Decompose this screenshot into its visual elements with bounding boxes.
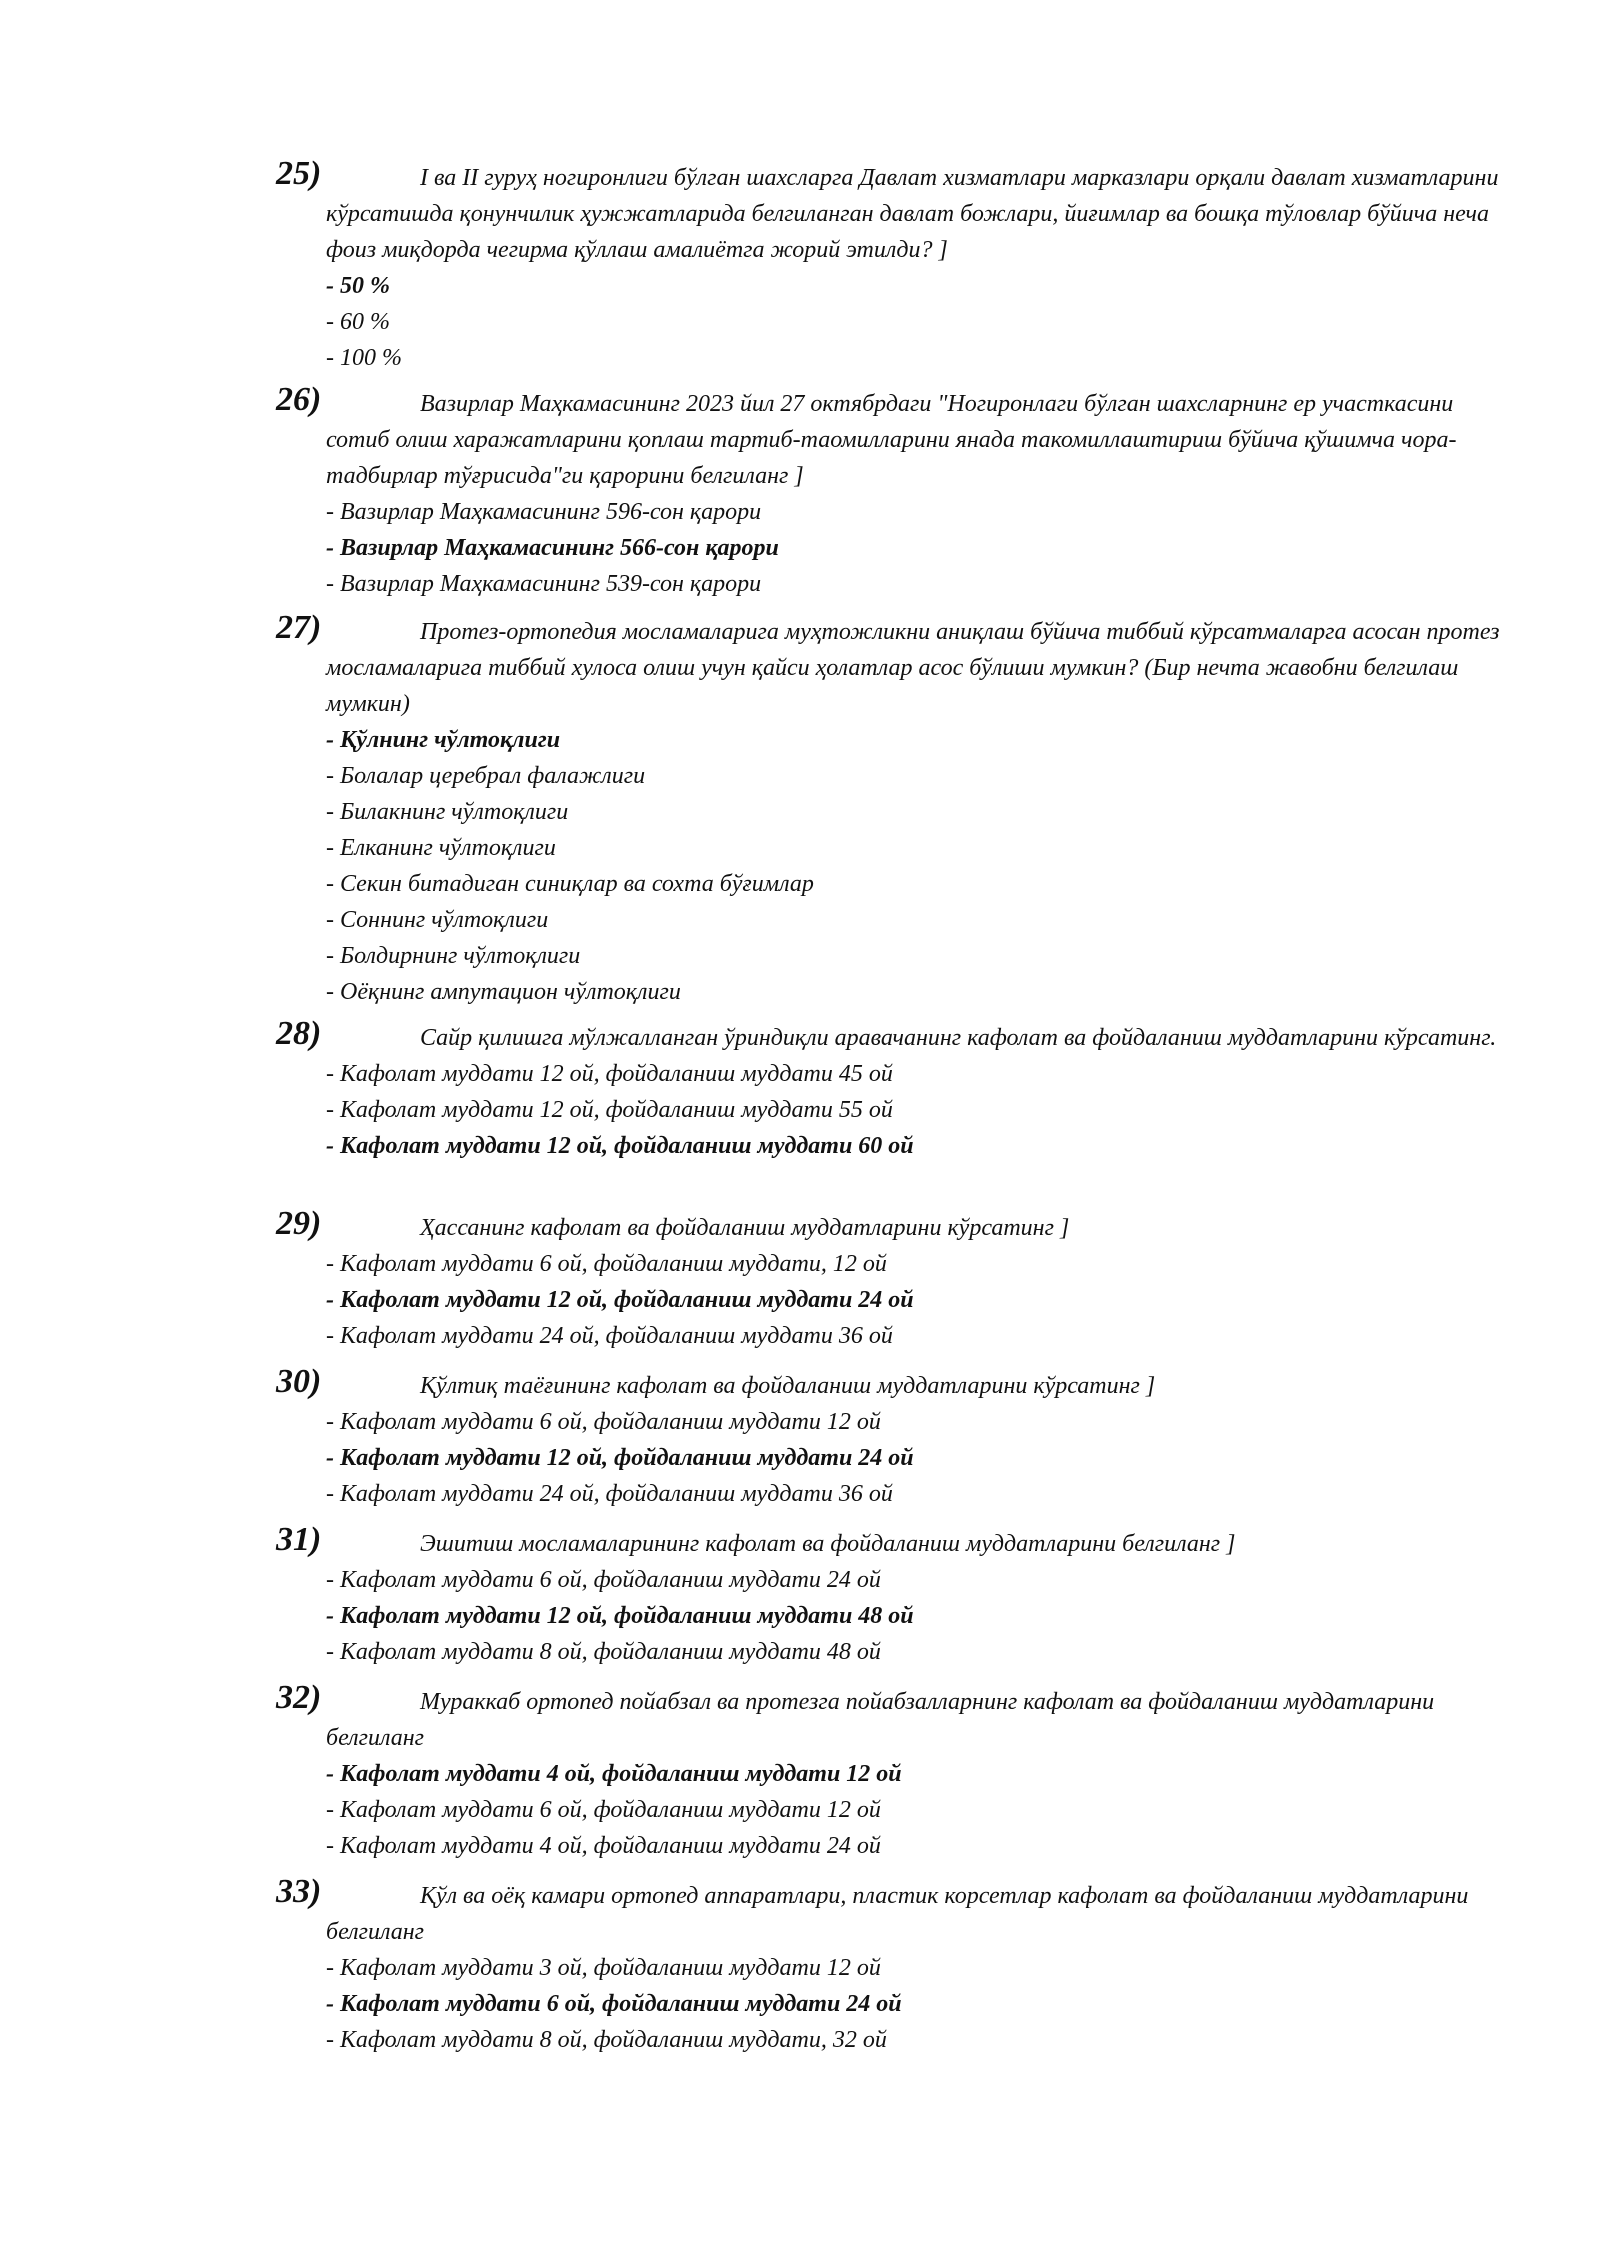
answer-options bbox=[276, 722, 1516, 1010]
answer-options bbox=[276, 494, 1516, 602]
question-31 bbox=[276, 1521, 1516, 1670]
answer-option: - Оёқнинг ампутацион чўлтоқлиги bbox=[326, 979, 681, 1005]
answer-option: - Кафолат муддати 6 ой, фойдаланиш муддати 12 ой bbox=[326, 1797, 881, 1823]
answer-option: - Кафолат муддати 12 ой, фойдаланиш муддати 55 ой bbox=[326, 1097, 893, 1123]
question-25 bbox=[276, 155, 1516, 376]
answer-options bbox=[276, 268, 1516, 376]
answer-option: - Секин битадиган синиқлар ва сохта бўғимлар bbox=[326, 871, 814, 897]
question-text: Қўл ва оёқ камари ортопед аппаратлари, пластик корсетлар кафолат ва фойдаланиш муддатларини белгиланг bbox=[326, 1883, 1469, 1945]
question-text: I ва II гуруҳ ногиронлиги бўлган шахсларга Давлат хизматлари марказлари орқали давлат хизматларини кўрсатишда қонунчилик ҳужжатларида белгиланган давлат божлари, йиғимлар ва бошқа тўловлар бўйича неча фоиз миқдорда чегирма қўллаш амалиётга жорий этилди? ] bbox=[326, 165, 1499, 263]
question-28 bbox=[276, 1015, 1516, 1164]
question-30 bbox=[276, 1363, 1516, 1512]
answer-option-correct: - Кафолат муддати 12 ой, фойдаланиш муддати 60 ой bbox=[326, 1133, 914, 1159]
answer-option-correct: - 50 % bbox=[326, 273, 390, 299]
question-number: 26) bbox=[276, 381, 322, 418]
answer-option: - Кафолат муддати 24 ой, фойдаланиш муддати 36 ой bbox=[326, 1323, 893, 1349]
question-number: 25) bbox=[276, 155, 322, 192]
question-text: Протез-ортопедия мосламаларига муҳтожликни аниқлаш бўйича тиббий кўрсатмаларга асосан протез мосламаларига тиббий хулоса олиш учун қайси ҳолатлар асос бўлиши мумкин? (Бир нечта жавобни белгилаш мумкин) bbox=[326, 619, 1500, 717]
answer-option: - Кафолат муддати 6 ой, фойдаланиш муддати 24 ой bbox=[326, 1567, 881, 1593]
answer-option: - Кафолат муддати 12 ой, фойдаланиш муддати 45 ой bbox=[326, 1061, 893, 1087]
answer-options bbox=[276, 1404, 1516, 1512]
answer-option: - Кафолат муддати 3 ой, фойдаланиш муддати 12 ой bbox=[326, 1955, 881, 1981]
question-text: Қўлтиқ таёғининг кафолат ва фойдаланиш муддатларини кўрсатинг ] bbox=[420, 1373, 1156, 1399]
answer-option: - Кафолат муддати 6 ой, фойдаланиш муддати 12 ой bbox=[326, 1409, 881, 1435]
answer-option: - Вазирлар Маҳкамасининг 539-сон қарори bbox=[326, 571, 762, 597]
question-number: 32) bbox=[276, 1679, 322, 1716]
question-text: Эшитиш мосламаларининг кафолат ва фойдаланиш муддатларини белгиланг ] bbox=[420, 1531, 1236, 1557]
answer-option-correct: - Кафолат муддати 4 ой, фойдаланиш муддати 12 ой bbox=[326, 1761, 902, 1787]
question-text: Вазирлар Маҳкамасининг 2023 йил 27 октябрдаги "Ногиронлаги бўлган шахсларнинг ер участкасини сотиб олиш харажатларини қоплаш тартиб-таомилларини янада такомиллаштириш бўйича қўшимча чора-тадбирлар тўғрисида"ги қарорини белгиланг ] bbox=[326, 391, 1457, 489]
answer-options bbox=[276, 1950, 1516, 2058]
answer-option: - Кафолат муддати 8 ой, фойдаланиш муддати 48 ой bbox=[326, 1639, 881, 1665]
answer-options bbox=[276, 1056, 1516, 1164]
answer-options bbox=[276, 1246, 1516, 1354]
answer-option: - Соннинг чўлтоқлиги bbox=[326, 907, 549, 933]
answer-option-correct: - Кафолат муддати 12 ой, фойдаланиш муддати 24 ой bbox=[326, 1445, 914, 1471]
answer-option: - 60 % bbox=[326, 309, 390, 335]
question-text: Сайр қилишга мўлжалланган ўриндиқли аравачанинг кафолат ва фойдаланиш муддатларини кўрсатинг. bbox=[420, 1025, 1497, 1051]
answer-option: - 100 % bbox=[326, 345, 402, 371]
answer-option-correct: - Кафолат муддати 12 ой, фойдаланиш муддати 24 ой bbox=[326, 1287, 914, 1313]
question-text: Ҳассанинг кафолат ва фойдаланиш муддатларини кўрсатинг ] bbox=[420, 1215, 1070, 1241]
answer-option: - Болдирнинг чўлтоқлиги bbox=[326, 943, 581, 969]
question-number: 28) bbox=[276, 1015, 322, 1052]
answer-option-correct: - Кафолат муддати 6 ой, фойдаланиш муддати 24 ой bbox=[326, 1991, 902, 2017]
answer-option: - Кафолат муддати 24 ой, фойдаланиш муддати 36 ой bbox=[326, 1481, 893, 1507]
question-27 bbox=[276, 609, 1516, 1010]
answer-options bbox=[276, 1756, 1516, 1864]
answer-option: - Кафолат муддати 8 ой, фойдаланиш муддати, 32 ой bbox=[326, 2027, 887, 2053]
question-33 bbox=[276, 1873, 1516, 2058]
answer-option: - Кафолат муддати 4 ой, фойдаланиш муддати 24 ой bbox=[326, 1833, 881, 1859]
answer-option: - Вазирлар Маҳкамасининг 596-сон қарори bbox=[326, 499, 762, 525]
answer-option: - Болалар церебрал фалажлиги bbox=[326, 763, 646, 789]
answer-option: - Билакнинг чўлтоқлиги bbox=[326, 799, 569, 825]
answer-option-correct: - Вазирлар Маҳкамасининг 566-сон қарори bbox=[326, 535, 779, 561]
answer-option-correct: - Қўлнинг чўлтоқлиги bbox=[326, 727, 561, 753]
answer-options bbox=[276, 1562, 1516, 1670]
question-text: Мураккаб ортопед пойабзал ва протезга пойабзалларнинг кафолат ва фойдаланиш муддатларини белгиланг bbox=[326, 1689, 1435, 1751]
question-32 bbox=[276, 1679, 1516, 1864]
answer-option: - Кафолат муддати 6 ой, фойдаланиш муддати, 12 ой bbox=[326, 1251, 887, 1277]
answer-option: - Елканинг чўлтоқлиги bbox=[326, 835, 556, 861]
question-number: 27) bbox=[276, 609, 322, 646]
question-number: 33) bbox=[276, 1873, 322, 1910]
question-29 bbox=[276, 1205, 1516, 1354]
question-26 bbox=[276, 381, 1516, 602]
question-number: 31) bbox=[276, 1521, 322, 1558]
question-number: 29) bbox=[276, 1205, 322, 1242]
question-number: 30) bbox=[276, 1363, 322, 1400]
answer-option-correct: - Кафолат муддати 12 ой, фойдаланиш муддати 48 ой bbox=[326, 1603, 914, 1629]
